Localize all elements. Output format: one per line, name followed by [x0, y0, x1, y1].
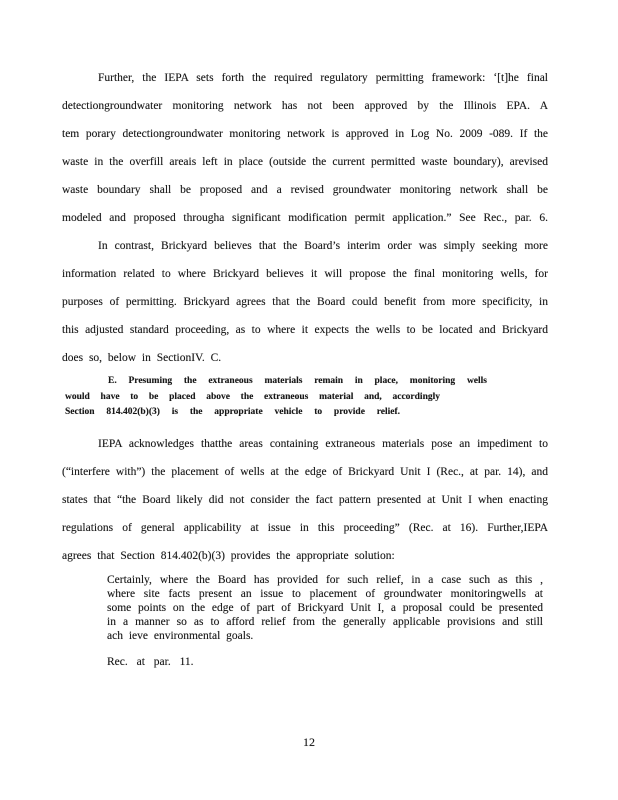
body-line: waste boundary shall be proposed and a revised groundwater monitoring network shall be	[62, 184, 548, 196]
paragraph-further-iepa	[62, 64, 548, 232]
body-line: IEPA acknowledges thatthe areas containing extraneous materials pose an impediment to	[98, 437, 548, 450]
body-line: states that “the Board likely did not consider the fact pattern presented at Unit I when enacting	[62, 493, 548, 506]
body-line: In contrast, Brickyard believes that the Board’s interim order was simply seeking more	[98, 240, 548, 252]
blockquote-certainly	[107, 573, 543, 643]
body-line: this adjusted standard proceeding, as to where it expects the wells to be located and Brickyard	[62, 324, 548, 336]
body-line: Further, the IEPA sets forth the required regulatory permitting framework: ‘[t]he final	[98, 72, 548, 84]
body-line: agrees that Section 814.402(b)(3) provides the appropriate solution:	[62, 549, 395, 562]
body-line: waste in the overfill areais left in place (outside the current permitted waste boundary), arevised	[62, 156, 548, 168]
heading-line: E. Presuming the extraneous materials remain in place, monitoring wells	[108, 376, 487, 386]
body-line: tem porary detectiongroundwater monitoring network is approved in Log No. 2009 -089. If the	[62, 128, 548, 140]
heading-line: Section 814.402(b)(3) is the appropriate vehicle to provide relief.	[65, 407, 400, 417]
body-line: (“interfere with”) the placement of wells at the edge of Brickyard Unit I (Rec., at par. 14), and	[62, 465, 548, 478]
quote-line: in a manner so as to afford relief from the generally applicable provisions and still	[107, 615, 543, 628]
body-line: regulations of general applicability at issue in this proceeding” (Rec. at 16). Further,IEPA	[62, 521, 548, 534]
paragraph-in-contrast	[62, 232, 548, 372]
page-number: 12	[303, 734, 315, 749]
body-line: does so, below in SectionIV. C.	[62, 352, 222, 364]
quote-line: ach ieve environmental goals.	[107, 629, 254, 642]
body-line: information related to where Brickyard believes it will propose the final monitoring wells, for	[62, 268, 548, 280]
body-line: detectiongroundwater monitoring network has not been approved by the Illinois EPA. A	[62, 100, 548, 112]
heading-line: would have to be placed above the extraneous material and, accordingly	[65, 391, 440, 402]
quote-line: Certainly, where the Board has provided for such relief, in a case such as this ,	[107, 573, 543, 586]
body-line: purposes of permitting. Brickyard agrees that the Board could benefit from more specificity, in	[62, 296, 548, 308]
citation-rec-par-11: Rec. at par. 11.	[107, 655, 194, 668]
section-heading-e	[65, 374, 618, 421]
quote-line: where site facts present an issue to placement of groundwater monitoringwells at	[107, 587, 543, 600]
quote-line: some points on the edge of part of Brickyard Unit I, a proposal could be presented	[107, 601, 543, 614]
body-line: modeled and proposed througha significant modification permit application.” See Rec., par. 6.	[62, 212, 548, 224]
paragraph-iepa-acknowledges	[62, 430, 548, 570]
